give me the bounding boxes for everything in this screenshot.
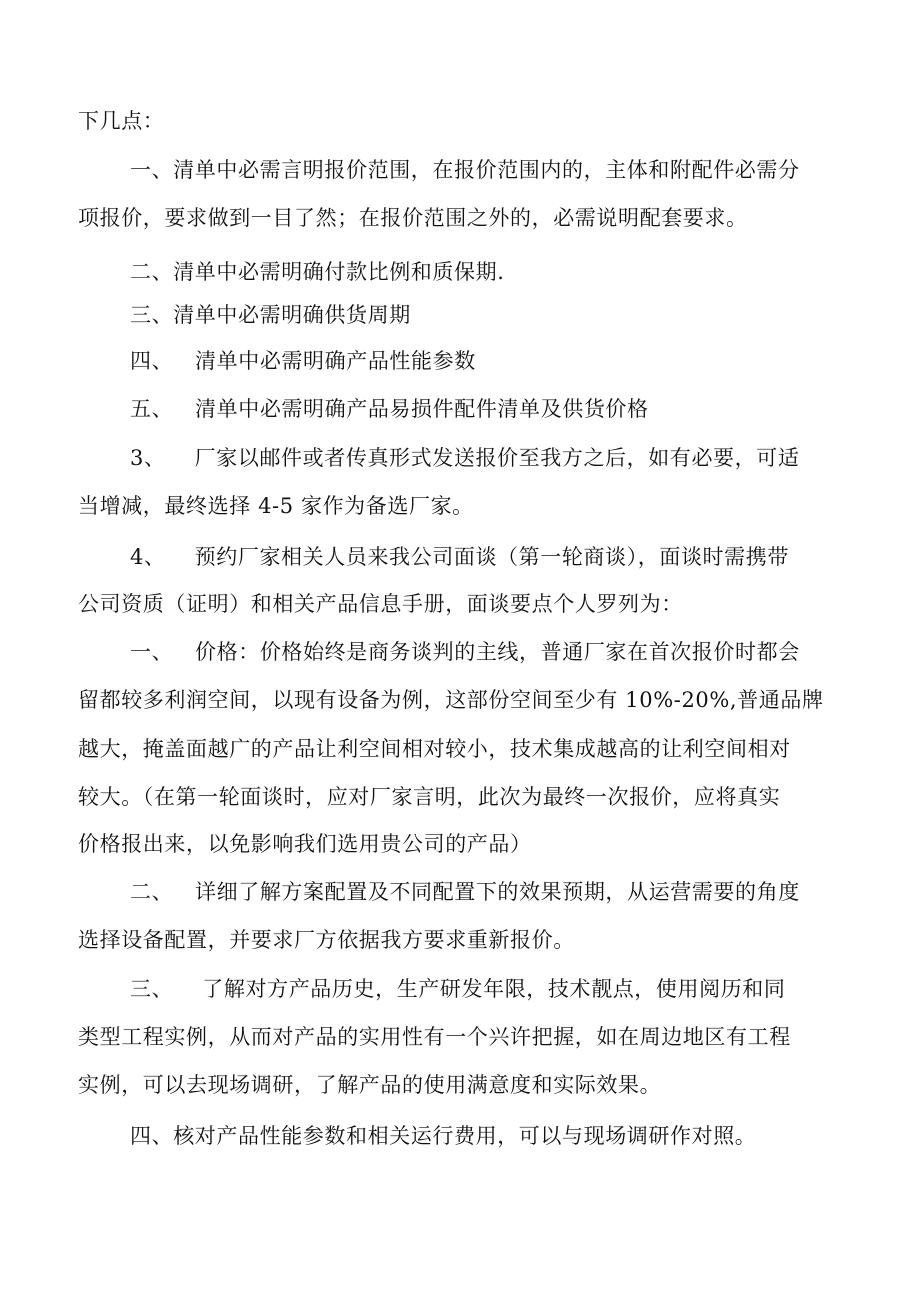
text-line: 一、清单中必需言明报价范围，在报价范围内的，主体和附配件必需分	[130, 158, 800, 182]
text-line: 五、 清单中必需明确产品易损件配件清单及供货价格	[130, 397, 649, 421]
text-line: 选择设备配置，并要求厂方依据我方要求重新报价。	[78, 928, 575, 952]
text-line: 四、核对产品性能参数和相关运行费用，可以与现场调研作对照。	[130, 1124, 757, 1148]
text-line: 当增减，最终选择 4-5 家作为备选厂家。	[78, 494, 474, 518]
text-line: 较大。（在第一轮面谈时，应对厂家言明，此次为最终一次报价，应将真实	[78, 785, 781, 809]
text-line: 三、 了解对方产品历史，生产研发年限，技术靓点，使用阅历和同	[130, 977, 786, 1001]
text-line: 3、 厂家以邮件或者传真形式发送报价至我方之后，如有必要，可适	[130, 446, 800, 470]
text-line: 三、清单中必需明确供货周期	[130, 303, 411, 327]
text-line: 二、清单中必需明确付款比例和质保期.	[130, 260, 505, 284]
text-line: 类型工程实例，从而对产品的实用性有一个兴许把握，如在周边地区有工程	[78, 1025, 791, 1049]
text-line: 下几点：	[78, 109, 165, 133]
text-line: 实例，可以去现场调研，了解产品的使用满意度和实际效果。	[78, 1073, 662, 1097]
text-line: 留都较多利润空间，以现有设备为例，这部份空间至少有 10%-20%,普通品牌	[78, 688, 824, 712]
text-line: 四、 清单中必需明确产品性能参数	[130, 349, 476, 373]
text-line: 公司资质（证明）和相关产品信息手册，面谈要点个人罗列为：	[78, 592, 683, 616]
text-line: 项报价，要求做到一目了然；在报价范围之外的，必需说明配套要求。	[78, 206, 748, 230]
text-line: 越大，掩盖面越广的产品让利空间相对较小，技术集成越高的让利空间相对	[78, 737, 791, 761]
text-line: 4、 预约厂家相关人员来我公司面谈（第一轮商谈），面谈时需携带	[130, 545, 789, 569]
text-line: 一、 价格：价格始终是商务谈判的主线，普通厂家在首次报价时都会	[130, 640, 800, 664]
text-line: 二、 详细了解方案配置及不同配置下的效果预期，从运营需要的角度	[130, 880, 800, 904]
text-line: 价格报出来，以免影响我们选用贵公司的产品）	[78, 832, 532, 856]
